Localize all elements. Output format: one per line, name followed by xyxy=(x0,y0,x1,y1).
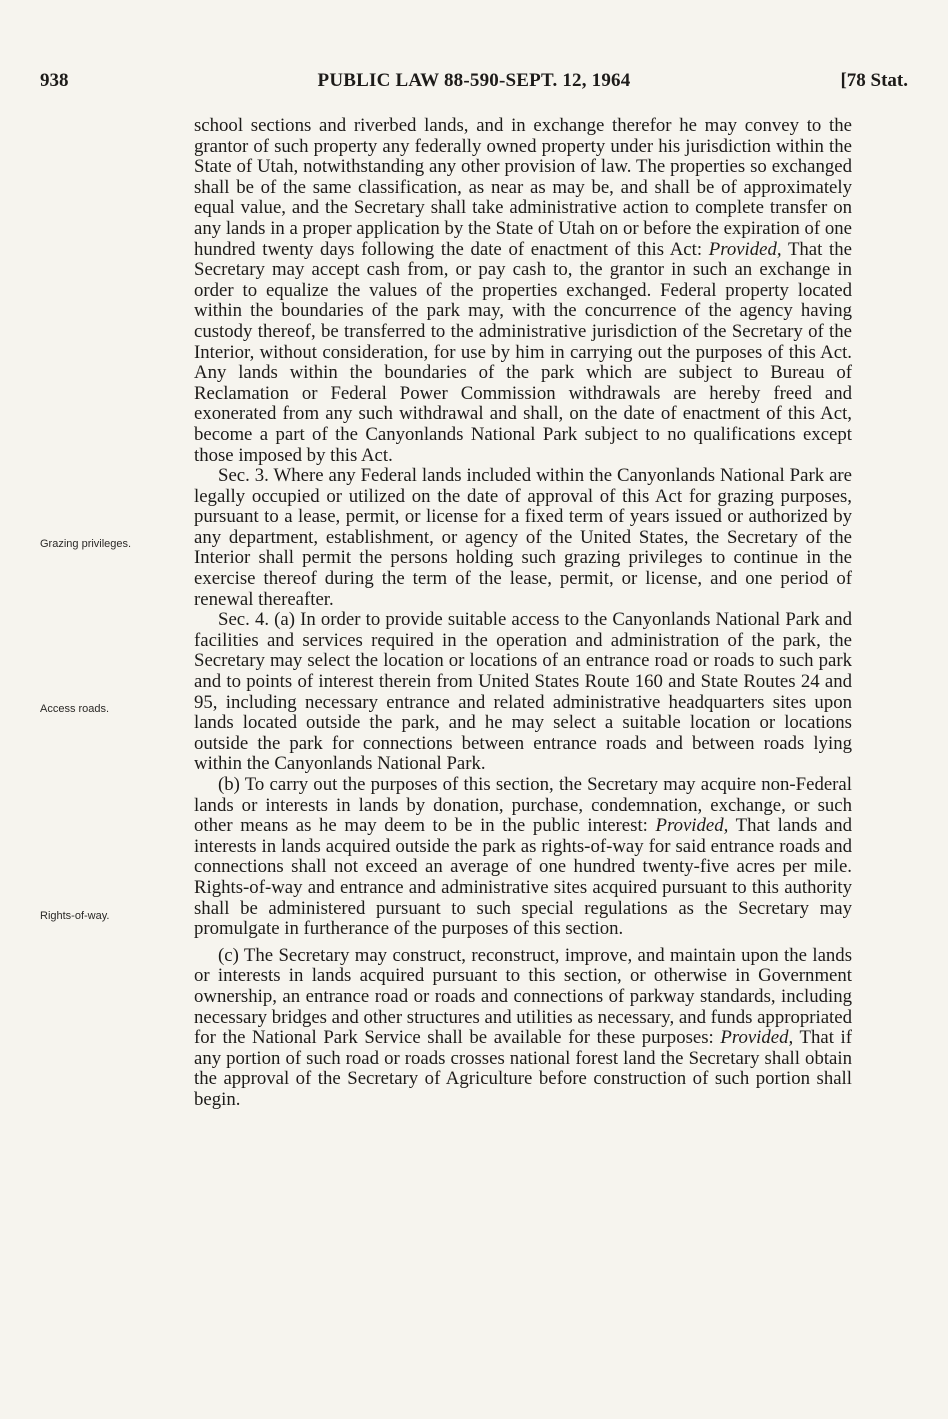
proviso: Provided, xyxy=(708,238,782,260)
page-number: 938 xyxy=(40,70,69,91)
paragraph-text: That if any portion of such road or roads crosses national forest land the Secretary shall obtain the approval of the Secretary of Agriculture before construction of such portion shall begin. xyxy=(194,1027,852,1110)
paragraph-text: That the Secretary may accept cash from, or pay cash to, the grantor in such an exchange in order to equalize the values of the properties exchanged. Federal property located within the boundaries of the park may, with the concurrence of the agency having custody thereof, be transferred to the administrative jurisdiction of the Secretary of the Interior, without consideration, for use by him in carrying out the purposes of this Act. Any lands within the boundaries of the park which are subject to Bureau of Reclamation or Federal Power Commission withdrawals are hereby freed and exonerated from any such withdrawal and shall, on the date of enactment of this Act, become a part of the Canyonlands National Park subject to no qualifications except those imposed by this Act. xyxy=(194,238,852,466)
paragraph-text: school sections and riverbed lands, and in exchange therefor he may convey to the grantor of such property any federally owned property under his jurisdiction within the State of Utah, notwithstanding any other provision of law. The properties so exchanged shall be of the same classification, as near as may be, and shall be of approximately equal value, and the Secretary shall take administrative action to complete transfer on any lands in a proper application by the State of Utah on or before the expiration of one hundred twenty days following the date of enactment of this Act: xyxy=(194,115,852,260)
paragraph-text: (b) To carry out the purposes of this section, the Secretary may acquire non-Federal lands or interests in lands by donation, purchase, condemnation, exchange, or such other means as he may deem to be in the public interest: xyxy=(194,774,852,837)
paragraph-continuation xyxy=(194,116,852,466)
margin-note-access-roads: Access roads. xyxy=(40,703,110,715)
paragraph-text: (c) The Secretary may construct, reconstruct, improve, and maintain upon the lands or interests in lands acquired pursuant to this section, or otherwise in Government ownership, an entrance road or roads and connections of parkway standards, including necessary bridges and other structures and utilities as necessary, and funds appropriated for the National Park Service shall be available for these purposes: xyxy=(194,944,852,1049)
margin-note-grazing-privileges: Grazing privileges. xyxy=(40,538,132,550)
proviso: Provided, xyxy=(655,815,729,837)
margin-note-rights-of-way: Rights-of-way. xyxy=(40,910,110,922)
body-text xyxy=(194,116,852,1111)
section-4b xyxy=(194,775,852,940)
paragraph-text: That lands and interests in lands acquired outside the park as rights-of-way for said entrance roads and connections shall not exceed an average of one hundred twenty-five acres per mile. Rights-of-way and entrance and administrative sites acquired pursuant to this authority shall be administered pursuant to such special regulations as the Secretary may promulgate in furtherance of the purposes of this section. xyxy=(194,815,852,940)
section-4c xyxy=(194,946,852,1111)
section-3: Sec. 3. Where any Federal lands included within the Canyonlands National Park are legally occupied or utilized on the date of approval of this Act for grazing purposes, pursuant to a lease, permit, or license for a fixed term of years issued or authorized by any department, establishment, or agency of the United States, the Secretary of the Interior shall permit the persons holding such grazing privileges to continue in the exercise thereof during the term of the lease, permit, or license, and one period of renewal thereafter. xyxy=(194,465,852,610)
page-header xyxy=(40,70,908,98)
page-title: PUBLIC LAW 88-590-SEPT. 12, 1964 xyxy=(317,70,631,91)
volume-reference: [78 Stat. xyxy=(840,70,908,91)
section-4a: Sec. 4. (a) In order to provide suitable access to the Canyonlands National Park and facilities and services required in the operation and administration of the park, the Secretary may select the location or locations of an entrance road or roads to such park and to points of interest therein from United States Route 160 and State Routes 24 and 95, including necessary entrance and related administrative headquarters sites upon lands located outside the park, and he may select a suitable location or locations outside the park for connections between entrance roads and between roads lying within the Canyonlands National Park. xyxy=(194,609,852,775)
proviso: Provided, xyxy=(720,1027,794,1049)
